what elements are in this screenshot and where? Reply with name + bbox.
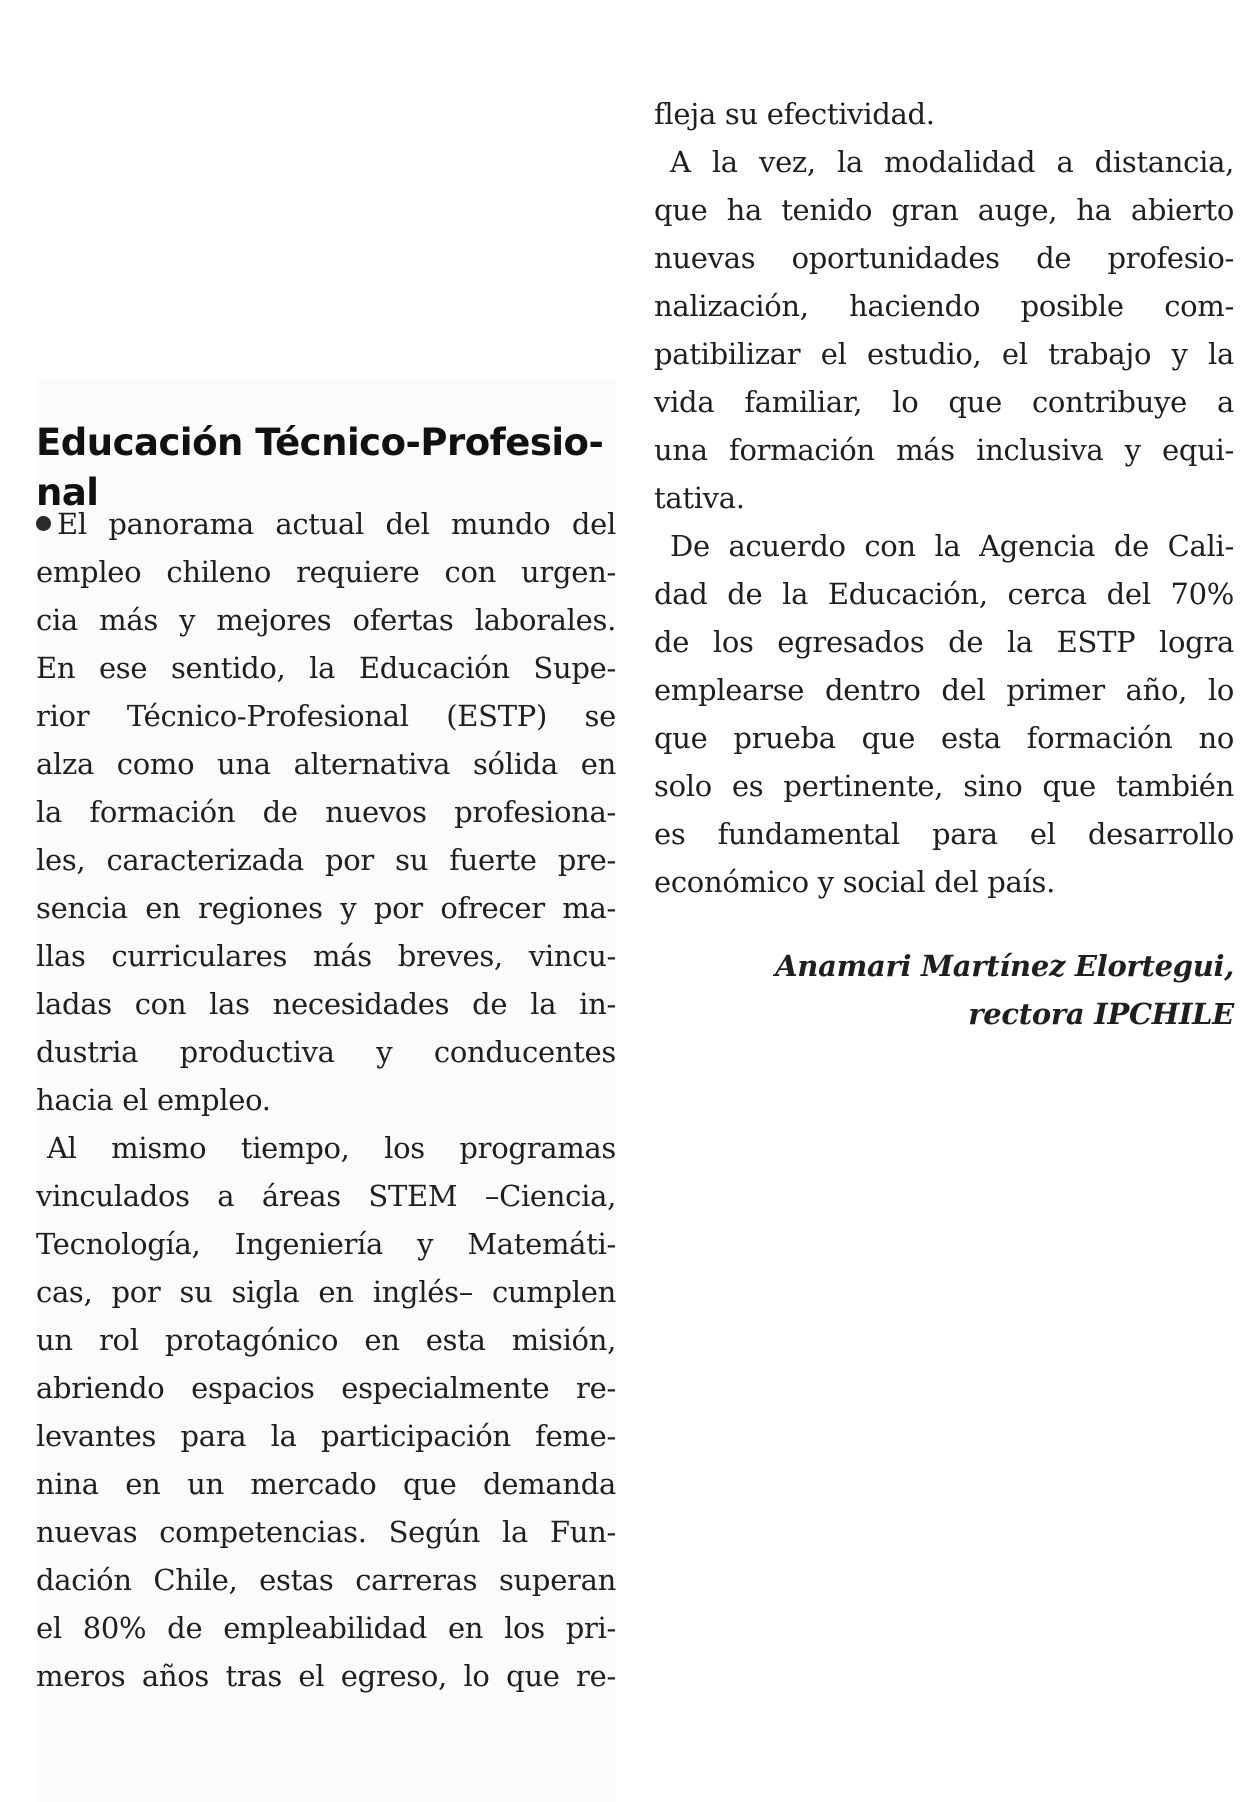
paragraph-line: dustria productiva y conducentes (36, 1035, 616, 1069)
paragraph-line: la formación de nuevos profesiona- (36, 795, 616, 829)
paragraph-line: que ha tenido gran auge, ha abierto (654, 193, 1234, 227)
paragraph-line: nalización, haciendo posible com- (654, 289, 1234, 323)
paragraph-line: una formación más inclusiva y equi- (654, 433, 1234, 467)
paragraph-1 (36, 500, 616, 1124)
paragraph-line: abriendo espacios especialmente re- (36, 1371, 616, 1405)
paragraph-line: alza como una alternativa sólida en (36, 747, 616, 781)
paragraph-2-continued (654, 90, 1234, 138)
paragraph-line: rior Técnico-Profesional (ESTP) se (36, 699, 616, 733)
paragraph-line: llas curriculares más breves, vincu- (36, 939, 616, 973)
headline-line: nal (36, 471, 99, 514)
paragraph-line: En ese sentido, la Educación Supe- (36, 651, 616, 685)
paragraph-line: emplearse dentro del primer año, lo (654, 673, 1234, 707)
signature-name: Anamari Martínez Elortegui, (775, 949, 1234, 983)
paragraph-line: sencia en regiones y por ofrecer ma- (36, 891, 616, 925)
paragraph-line: Tecnología, Ingeniería y Matemáti- (36, 1227, 616, 1261)
paragraph-line: A la vez, la modalidad a distancia, (670, 145, 1234, 179)
paragraph-line: nuevas competencias. Según la Fun- (36, 1515, 616, 1549)
paragraph-line: les, caracterizada por su fuerte pre- (36, 843, 616, 877)
paragraph-line: patibilizar el estudio, el trabajo y la (654, 337, 1234, 371)
paragraph-line: El panorama actual del mundo del (36, 500, 616, 548)
paragraph-line: un rol protagónico en esta misión, (36, 1323, 616, 1357)
paragraph-line: nuevas oportunidades de profesio- (654, 241, 1234, 275)
headline-line: Educación Técnico-Profesio- (36, 421, 604, 464)
paragraph-line: el 80% de empleabilidad en los pri- (36, 1611, 616, 1645)
paragraph-line: Al mismo tiempo, los programas (47, 1131, 616, 1165)
paragraph-4 (654, 522, 1234, 906)
paragraph-line: levantes para la participación feme- (36, 1419, 616, 1453)
paragraph-line: vida familiar, lo que contribuye a (654, 385, 1234, 419)
paragraph-line: dación Chile, estas carreras superan (36, 1563, 616, 1597)
paragraph-3 (654, 138, 1234, 522)
paragraph-line: tativa. (654, 481, 745, 515)
paragraph-line: económico y social del país. (654, 865, 1055, 899)
paragraph-line: hacia el empleo. (36, 1083, 271, 1117)
paragraph-line: meros años tras el egreso, lo que re- (36, 1659, 616, 1693)
paragraph-line: dad de la Educación, cerca del 70% (654, 577, 1234, 611)
signature-role: rectora IPCHILE (968, 997, 1234, 1031)
paragraph-line: ladas con las necesidades de la in- (36, 987, 616, 1021)
paragraph-line: vinculados a áreas STEM –Ciencia, (36, 1179, 616, 1213)
signature (654, 942, 1234, 1038)
paragraph-2 (36, 1124, 616, 1700)
paragraph-line: nina en un mercado que demanda (36, 1467, 616, 1501)
paragraph-line: empleo chileno requiere con urgen- (36, 555, 616, 589)
paragraph-line: solo es pertinente, sino que también (654, 769, 1234, 803)
paragraph-line: es fundamental para el desarrollo (654, 817, 1234, 851)
paragraph-line: que prueba que esta formación no (654, 721, 1234, 755)
paragraph-line: De acuerdo con la Agencia de Cali- (670, 529, 1234, 563)
paragraph-line: de los egresados de la ESTP logra (654, 625, 1234, 659)
paragraph-line: cas, por su sigla en inglés– cumplen (36, 1275, 616, 1309)
paragraph-line: cia más y mejores ofertas laborales. (36, 603, 616, 637)
paragraph-line: fleja su efectividad. (654, 97, 935, 131)
bullet-icon (36, 516, 51, 531)
